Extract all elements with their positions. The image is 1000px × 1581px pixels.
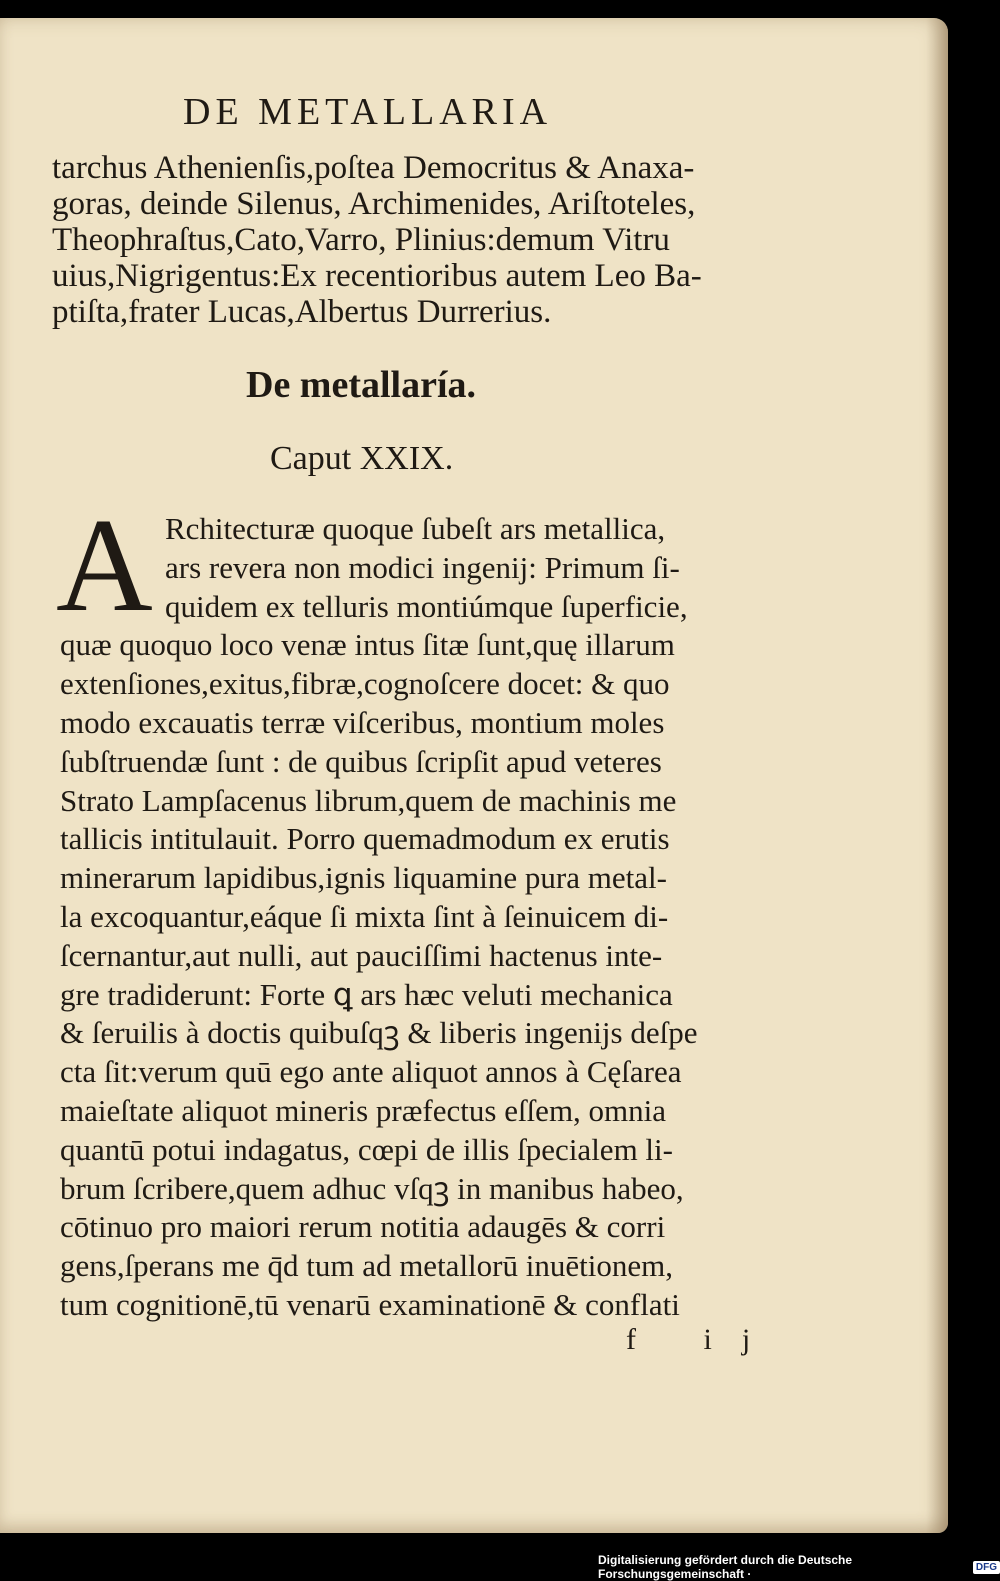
text-line: extenſiones,exitus,fibræ,cognoſcere docet: & quo (60, 666, 670, 702)
running-head: DE METALLARIA (183, 91, 553, 133)
text-line: ptiſta,frater Lucas,Albertus Durrerius. (52, 294, 552, 330)
dfg-logo: DFG (973, 1561, 1000, 1574)
intro-paragraph (52, 150, 792, 330)
page-edge-shadow (926, 18, 948, 1533)
text-line: Strato Lampſacenus librum,quem de machinis me (60, 782, 677, 818)
drop-cap: A (56, 491, 153, 639)
text-line: minerarum lapidibus,ignis liquamine pura metal- (60, 860, 667, 896)
text-line: quantū potui indagatus, cœpi de illis ſpecialem li- (60, 1131, 673, 1167)
text-line: gens,ſperans me q̄d tum ad metallorū inuētionem, (60, 1248, 673, 1284)
text-line: cta ſit:verum quū ego ante aliquot annos à Cęſarea (60, 1054, 682, 1090)
text-line: tallicis intitulauit. Porro quemadmodum ex erutis (60, 821, 670, 857)
digitization-footer (598, 1553, 1000, 1581)
text-line: quidem ex telluris montiúmque ſuperficie, (165, 588, 688, 624)
signature-mark: f ij (626, 1323, 781, 1356)
text-line: ars revera non modici ingenij: Primum ſi- (165, 549, 680, 585)
footer-text: Digitalisierung gefördert durch die Deutsche Forschungsgemeinschaft · (598, 1553, 853, 1581)
text-line: Theophraſtus,Cato,Varro, Plinius:demum Vitru (52, 222, 670, 258)
text-line: quæ quoquo loco venæ intus ſitæ ſunt,quę illarum (60, 627, 675, 663)
text-line: cōtinuo pro maiori rerum notitia adaugēs & corri (60, 1209, 666, 1245)
text-line: tum cognitionē,tū venarū examinationē & conflati (60, 1286, 680, 1322)
text-line: goras, deinde Silenus, Archimenides, Ariſtoteles, (52, 186, 696, 222)
text-line: tarchus Athenienſis,poſtea Democritus & Anaxa- (52, 150, 695, 186)
text-line: ſcernantur,aut nulli, aut pauciſſimi hactenus inte- (60, 937, 663, 973)
text-line: ſubſtruendæ ſunt : de quibus ſcripſit apud veteres (60, 743, 662, 779)
text-line: & ſeruilis à doctis quibuſqꝫ & liberis ingenijs deſpe (60, 1015, 698, 1051)
chapter-body (60, 510, 790, 1325)
text-line: uius,Nigrigentus:Ex recentioribus autem Leo Ba- (52, 258, 702, 294)
chapter-title: De metallaría. (246, 364, 477, 406)
book-page (0, 18, 948, 1533)
text-line: modo excauatis terræ viſceribus, montium moles (60, 704, 665, 740)
text-line: brum ſcribere,quem adhuc vſqꝫ in manibus habeo, (60, 1170, 684, 1206)
text-line: Rchitecturæ quoque ſubeſt ars metallica, (165, 511, 666, 546)
text-line: maieſtate aliquot mineris præfectus eſſem, omnia (60, 1092, 667, 1128)
text-line: la excoquantur,eáque ſi mixta ſint à ſeinuicem di- (60, 898, 669, 934)
text-line: gre tradiderunt: Forte ꝗ ars hæc veluti mechanica (60, 976, 673, 1012)
chapter-number: Caput XXIX. (270, 440, 454, 477)
